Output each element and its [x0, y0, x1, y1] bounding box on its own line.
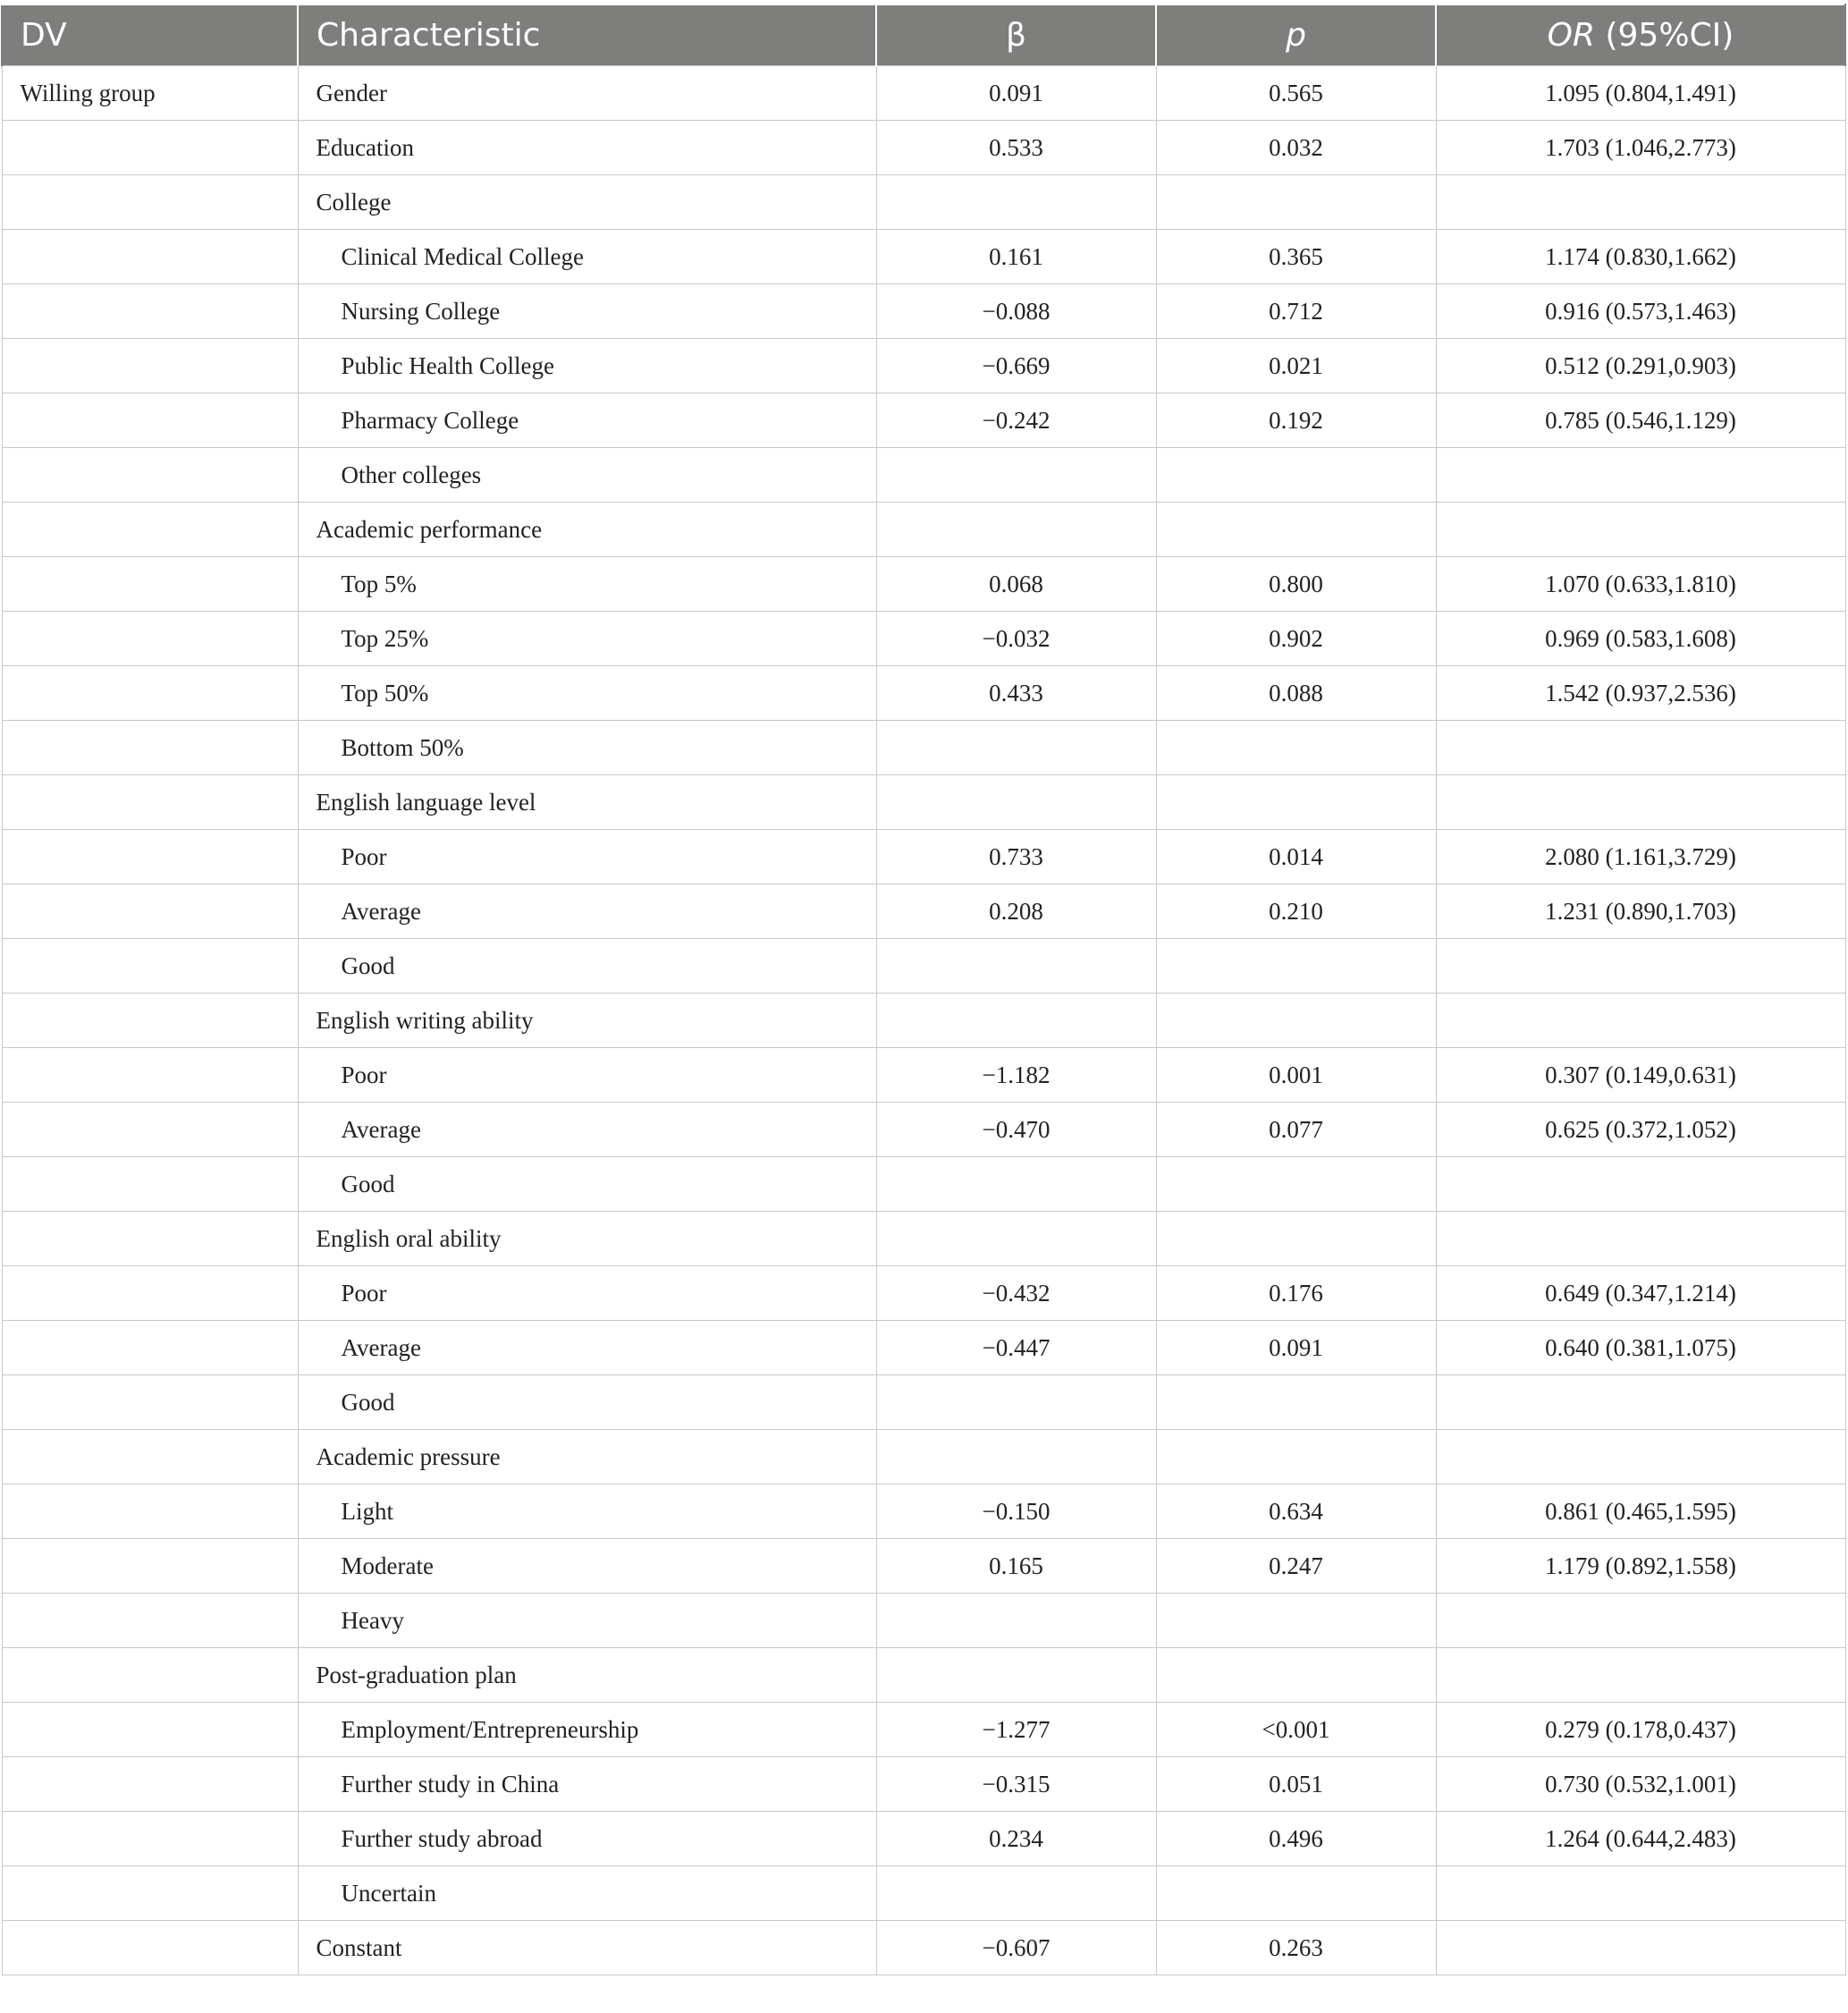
- cell-beta: 0.208: [876, 884, 1156, 939]
- cell-p: 0.091: [1156, 1321, 1436, 1375]
- cell-dv: [2, 1484, 298, 1539]
- cell-beta: [876, 1212, 1156, 1266]
- table-row: [2, 1048, 1845, 1103]
- cell-p: <0.001: [1156, 1703, 1436, 1757]
- cell-dv: [2, 1812, 298, 1866]
- cell-characteristic: Further study in China: [298, 1757, 876, 1812]
- cell-p: 0.192: [1156, 393, 1436, 448]
- table-row: [2, 1921, 1845, 1975]
- cell-characteristic: Moderate: [298, 1539, 876, 1594]
- table-row: [2, 503, 1845, 557]
- table-row: [2, 1375, 1845, 1430]
- cell-characteristic: Good: [298, 1375, 876, 1430]
- cell-p: 0.088: [1156, 666, 1436, 721]
- cell-characteristic: Good: [298, 939, 876, 994]
- table-row: [2, 284, 1845, 339]
- cell-dv: [2, 448, 298, 503]
- cell-beta: [876, 721, 1156, 775]
- cell-or: [1436, 1648, 1845, 1703]
- cell-or: [1436, 994, 1845, 1048]
- cell-dv: [2, 1321, 298, 1375]
- cell-characteristic: Pharmacy College: [298, 393, 876, 448]
- header-dv: DV: [2, 4, 298, 66]
- cell-beta: −0.470: [876, 1103, 1156, 1157]
- cell-p: 0.176: [1156, 1266, 1436, 1321]
- cell-dv: [2, 1757, 298, 1812]
- cell-characteristic: English language level: [298, 775, 876, 830]
- table-row: [2, 721, 1845, 775]
- table-header: [2, 4, 1845, 66]
- table-row: [2, 1594, 1845, 1648]
- header-p: [1156, 4, 1436, 66]
- cell-characteristic: College: [298, 175, 876, 230]
- cell-or: 1.174 (0.830,1.662): [1436, 230, 1845, 284]
- cell-dv: [2, 830, 298, 884]
- cell-p: [1156, 1594, 1436, 1648]
- cell-characteristic: English writing ability: [298, 994, 876, 1048]
- cell-beta: [876, 448, 1156, 503]
- cell-or: [1436, 503, 1845, 557]
- cell-p: [1156, 1157, 1436, 1212]
- cell-dv: [2, 557, 298, 612]
- table-row: [2, 1157, 1845, 1212]
- cell-p: 0.712: [1156, 284, 1436, 339]
- cell-p: 0.800: [1156, 557, 1436, 612]
- table-row: [2, 1103, 1845, 1157]
- cell-p: [1156, 503, 1436, 557]
- table-row: [2, 1266, 1845, 1321]
- cell-or: [1436, 448, 1845, 503]
- cell-characteristic: Heavy: [298, 1594, 876, 1648]
- cell-or: 1.231 (0.890,1.703): [1436, 884, 1845, 939]
- regression-table: [1, 4, 1846, 1975]
- cell-beta: [876, 775, 1156, 830]
- cell-beta: −1.182: [876, 1048, 1156, 1103]
- cell-beta: [876, 1594, 1156, 1648]
- cell-characteristic: Academic pressure: [298, 1430, 876, 1484]
- cell-p: [1156, 721, 1436, 775]
- cell-or: 0.785 (0.546,1.129): [1436, 393, 1845, 448]
- cell-dv: [2, 1430, 298, 1484]
- cell-dv: [2, 666, 298, 721]
- cell-beta: [876, 1157, 1156, 1212]
- cell-characteristic: Average: [298, 1321, 876, 1375]
- cell-characteristic: Top 25%: [298, 612, 876, 666]
- cell-p: 0.051: [1156, 1757, 1436, 1812]
- header-characteristic: Characteristic: [298, 4, 876, 66]
- cell-characteristic: Other colleges: [298, 448, 876, 503]
- table-row: [2, 448, 1845, 503]
- cell-characteristic: Constant: [298, 1921, 876, 1975]
- header-p-label: p: [1286, 17, 1306, 54]
- cell-beta: −0.315: [876, 1757, 1156, 1812]
- cell-or: 1.703 (1.046,2.773): [1436, 121, 1845, 175]
- table-row: [2, 1812, 1845, 1866]
- cell-beta: −1.277: [876, 1703, 1156, 1757]
- cell-characteristic: Bottom 50%: [298, 721, 876, 775]
- cell-or: [1436, 1212, 1845, 1266]
- cell-or: 0.625 (0.372,1.052): [1436, 1103, 1845, 1157]
- cell-dv: [2, 230, 298, 284]
- cell-beta: 0.433: [876, 666, 1156, 721]
- cell-dv: Willing group: [2, 66, 298, 121]
- cell-or: [1436, 1866, 1845, 1921]
- cell-or: [1436, 1375, 1845, 1430]
- cell-p: [1156, 1648, 1436, 1703]
- cell-dv: [2, 1103, 298, 1157]
- table-row: [2, 994, 1845, 1048]
- cell-or: 0.649 (0.347,1.214): [1436, 1266, 1845, 1321]
- cell-p: 0.077: [1156, 1103, 1436, 1157]
- table-row: [2, 66, 1845, 121]
- header-or-label: OR: [1547, 17, 1596, 54]
- cell-or: [1436, 775, 1845, 830]
- cell-dv: [2, 775, 298, 830]
- cell-beta: −0.447: [876, 1321, 1156, 1375]
- cell-characteristic: Uncertain: [298, 1866, 876, 1921]
- cell-or: [1436, 1157, 1845, 1212]
- table-row: [2, 775, 1845, 830]
- cell-beta: 0.733: [876, 830, 1156, 884]
- table-row: [2, 1757, 1845, 1812]
- cell-p: 0.001: [1156, 1048, 1436, 1103]
- cell-characteristic: Average: [298, 884, 876, 939]
- cell-dv: [2, 1866, 298, 1921]
- cell-characteristic: Post-graduation plan: [298, 1648, 876, 1703]
- cell-p: 0.634: [1156, 1484, 1436, 1539]
- table-row: [2, 939, 1845, 994]
- cell-or: 1.095 (0.804,1.491): [1436, 66, 1845, 121]
- table-row: [2, 666, 1845, 721]
- cell-characteristic: Average: [298, 1103, 876, 1157]
- cell-characteristic: Further study abroad: [298, 1812, 876, 1866]
- cell-dv: [2, 939, 298, 994]
- cell-dv: [2, 721, 298, 775]
- table-body: [2, 66, 1845, 1975]
- cell-dv: [2, 1703, 298, 1757]
- table-row: [2, 612, 1845, 666]
- cell-characteristic: Academic performance: [298, 503, 876, 557]
- cell-or: 2.080 (1.161,3.729): [1436, 830, 1845, 884]
- cell-beta: [876, 994, 1156, 1048]
- cell-beta: [876, 1866, 1156, 1921]
- table-row: [2, 1539, 1845, 1594]
- cell-or: 0.861 (0.465,1.595): [1436, 1484, 1845, 1539]
- cell-or: 0.969 (0.583,1.608): [1436, 612, 1845, 666]
- cell-p: [1156, 1212, 1436, 1266]
- cell-characteristic: Top 50%: [298, 666, 876, 721]
- cell-dv: [2, 175, 298, 230]
- cell-p: [1156, 175, 1436, 230]
- table-row: [2, 1703, 1845, 1757]
- table-row: [2, 1321, 1845, 1375]
- cell-or: 0.279 (0.178,0.437): [1436, 1703, 1845, 1757]
- cell-p: 0.021: [1156, 339, 1436, 393]
- header-row: [2, 4, 1845, 66]
- cell-characteristic: English oral ability: [298, 1212, 876, 1266]
- cell-p: [1156, 939, 1436, 994]
- cell-beta: 0.165: [876, 1539, 1156, 1594]
- cell-characteristic: Public Health College: [298, 339, 876, 393]
- cell-dv: [2, 1921, 298, 1975]
- cell-characteristic: Poor: [298, 1266, 876, 1321]
- cell-dv: [2, 1212, 298, 1266]
- header-or: [1436, 4, 1845, 66]
- cell-beta: 0.234: [876, 1812, 1156, 1866]
- cell-dv: [2, 339, 298, 393]
- cell-dv: [2, 1648, 298, 1703]
- cell-characteristic: Nursing College: [298, 284, 876, 339]
- cell-p: 0.210: [1156, 884, 1436, 939]
- cell-dv: [2, 1539, 298, 1594]
- cell-dv: [2, 1048, 298, 1103]
- table-row: [2, 339, 1845, 393]
- cell-p: 0.565: [1156, 66, 1436, 121]
- cell-or: [1436, 1594, 1845, 1648]
- table-row: [2, 830, 1845, 884]
- cell-p: [1156, 1375, 1436, 1430]
- table-row: [2, 1484, 1845, 1539]
- cell-p: 0.263: [1156, 1921, 1436, 1975]
- cell-beta: [876, 1648, 1156, 1703]
- cell-beta: −0.669: [876, 339, 1156, 393]
- table-row: [2, 557, 1845, 612]
- cell-dv: [2, 1375, 298, 1430]
- cell-dv: [2, 994, 298, 1048]
- cell-beta: [876, 503, 1156, 557]
- cell-characteristic: Top 5%: [298, 557, 876, 612]
- cell-dv: [2, 1594, 298, 1648]
- cell-dv: [2, 284, 298, 339]
- cell-beta: −0.150: [876, 1484, 1156, 1539]
- cell-beta: [876, 1375, 1156, 1430]
- cell-dv: [2, 884, 298, 939]
- cell-beta: 0.533: [876, 121, 1156, 175]
- cell-dv: [2, 612, 298, 666]
- cell-p: 0.496: [1156, 1812, 1436, 1866]
- cell-characteristic: Clinical Medical College: [298, 230, 876, 284]
- table-row: [2, 1212, 1845, 1266]
- cell-or: [1436, 721, 1845, 775]
- cell-characteristic: Good: [298, 1157, 876, 1212]
- cell-or: [1436, 1921, 1845, 1975]
- cell-beta: −0.032: [876, 612, 1156, 666]
- cell-beta: −0.088: [876, 284, 1156, 339]
- cell-or: 1.264 (0.644,2.483): [1436, 1812, 1845, 1866]
- cell-characteristic: Gender: [298, 66, 876, 121]
- cell-or: [1436, 939, 1845, 994]
- cell-p: 0.247: [1156, 1539, 1436, 1594]
- cell-p: [1156, 994, 1436, 1048]
- cell-characteristic: Poor: [298, 830, 876, 884]
- cell-p: [1156, 775, 1436, 830]
- table-row: [2, 393, 1845, 448]
- cell-or: 0.916 (0.573,1.463): [1436, 284, 1845, 339]
- cell-p: 0.014: [1156, 830, 1436, 884]
- cell-dv: [2, 503, 298, 557]
- table-row: [2, 121, 1845, 175]
- cell-p: [1156, 448, 1436, 503]
- cell-characteristic: Light: [298, 1484, 876, 1539]
- table-row: [2, 1866, 1845, 1921]
- cell-dv: [2, 121, 298, 175]
- cell-beta: [876, 1430, 1156, 1484]
- cell-beta: 0.161: [876, 230, 1156, 284]
- cell-or: 1.542 (0.937,2.536): [1436, 666, 1845, 721]
- cell-characteristic: Employment/Entrepreneurship: [298, 1703, 876, 1757]
- cell-or: [1436, 175, 1845, 230]
- cell-or: 0.730 (0.532,1.001): [1436, 1757, 1845, 1812]
- cell-beta: 0.068: [876, 557, 1156, 612]
- cell-or: 0.307 (0.149,0.631): [1436, 1048, 1845, 1103]
- cell-beta: −0.607: [876, 1921, 1156, 1975]
- cell-or: [1436, 1430, 1845, 1484]
- cell-dv: [2, 393, 298, 448]
- table-row: [2, 884, 1845, 939]
- table-row: [2, 1648, 1845, 1703]
- cell-p: 0.902: [1156, 612, 1436, 666]
- cell-dv: [2, 1157, 298, 1212]
- cell-beta: 0.091: [876, 66, 1156, 121]
- table-row: [2, 230, 1845, 284]
- header-or-ci-label: (95%CI): [1595, 17, 1734, 54]
- header-beta: β: [876, 4, 1156, 66]
- cell-or: 0.640 (0.381,1.075): [1436, 1321, 1845, 1375]
- cell-p: 0.032: [1156, 121, 1436, 175]
- cell-p: [1156, 1430, 1436, 1484]
- cell-p: [1156, 1866, 1436, 1921]
- table-row: [2, 1430, 1845, 1484]
- cell-or: 1.179 (0.892,1.558): [1436, 1539, 1845, 1594]
- cell-beta: −0.242: [876, 393, 1156, 448]
- cell-p: 0.365: [1156, 230, 1436, 284]
- cell-characteristic: Poor: [298, 1048, 876, 1103]
- cell-or: 0.512 (0.291,0.903): [1436, 339, 1845, 393]
- cell-beta: [876, 175, 1156, 230]
- cell-characteristic: Education: [298, 121, 876, 175]
- cell-dv: [2, 1266, 298, 1321]
- cell-beta: [876, 939, 1156, 994]
- cell-beta: −0.432: [876, 1266, 1156, 1321]
- cell-or: 1.070 (0.633,1.810): [1436, 557, 1845, 612]
- table-row: [2, 175, 1845, 230]
